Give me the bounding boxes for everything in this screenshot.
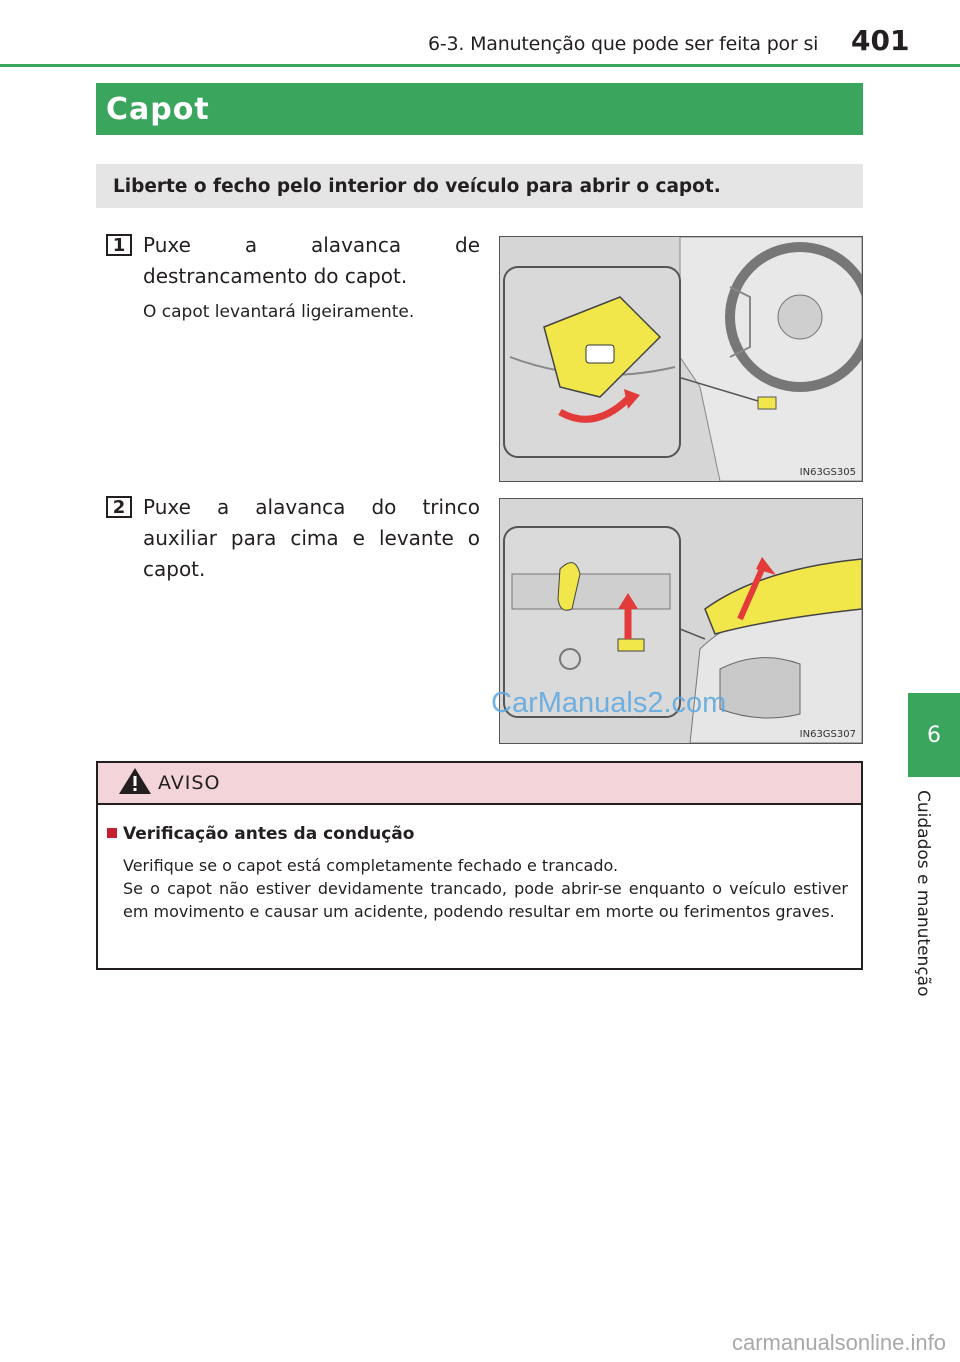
warning-paragraph: Se o capot não estiver devidamente trancado, pode abrir-se enquanto o veículo estiver em movimento e causar um acidente, podendo resultar em morte ou ferimentos graves. — [123, 879, 848, 921]
warning-triangle-icon — [118, 767, 152, 800]
step-1-note: O capot levantará ligeiramente. — [143, 302, 415, 322]
header-rule — [0, 64, 960, 67]
warning-body — [123, 854, 848, 923]
step-2-number: 2 — [106, 496, 132, 518]
warning-header — [98, 763, 861, 805]
header-section-title: 6-3. Manutenção que pode ser feita por si — [428, 33, 819, 55]
warning-title — [107, 824, 414, 844]
step-1-number: 1 — [106, 234, 132, 256]
red-square-bullet-icon — [107, 828, 117, 838]
warning-box — [96, 761, 863, 970]
step-1-text: Puxe a alavanca de destrancamento do capot. — [143, 233, 480, 288]
intro-box: Liberte o fecho pelo interior do veículo para abrir o capot. — [96, 164, 863, 208]
figure-hood-release-lever — [499, 236, 863, 482]
warning-paragraph: Verifique se o capot está completamente fechado e trancado. — [123, 856, 619, 875]
chapter-tab[interactable]: 6 — [908, 693, 960, 777]
chapter-side-title: Cuidados e manutenção — [913, 790, 933, 997]
watermark-overlay: CarManuals2.com — [491, 687, 727, 719]
step-2-text: Puxe a alavanca do trinco auxiliar para cima e levante o capot. — [143, 495, 480, 581]
page-number: 401 — [851, 24, 910, 57]
figure-1-code: IN63GS305 — [799, 467, 856, 478]
warning-title-text: Verificação antes da condução — [123, 824, 415, 844]
figure-2-code: IN63GS307 — [799, 729, 856, 740]
section-title-banner: Capot — [96, 83, 863, 135]
footer-watermark: carmanualsonline.info — [731, 1330, 946, 1355]
warning-label: AVISO — [158, 772, 221, 794]
